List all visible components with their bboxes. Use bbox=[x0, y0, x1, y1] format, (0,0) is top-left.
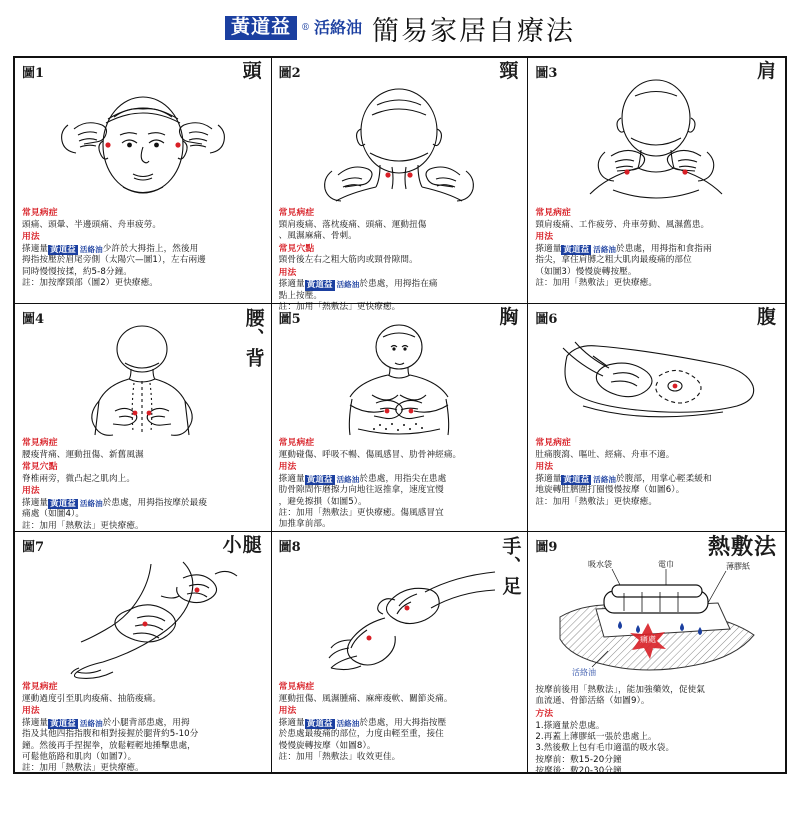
page-title: 簡易家居自療法 bbox=[372, 15, 576, 47]
method-line-2-1: 搽適量 黃道益 活絡油 於患處，用拇指在痛 bbox=[278, 279, 438, 291]
method-line-5-1: 搽適量 黃道益 活絡油 於患處，用指尖在患處 bbox=[278, 473, 447, 485]
method-line-1-3: 同時慢慢按揉，約5-8分鐘。 bbox=[22, 266, 132, 277]
method-line-3-3: （如圖3）慢慢旋轉按壓。 bbox=[535, 266, 637, 277]
figure-text-2 bbox=[279, 208, 521, 314]
fig9-step-3: 3.然後敷上包有毛巾適溫的吸水袋。 bbox=[535, 743, 675, 754]
symptoms-label-3: 常見病症 bbox=[535, 208, 571, 218]
fig9-step-1: 1.搽適量於患處。 bbox=[535, 720, 605, 731]
symptoms-label-6: 常見病症 bbox=[535, 438, 571, 448]
registered-mark-icon: ® bbox=[301, 23, 310, 33]
method-line-1-2: 拇指按壓於眉尾旁側（太陽穴—圖1），左右兩邊 bbox=[22, 255, 206, 266]
brand-inline-5: 黃道益 活絡油 bbox=[306, 474, 360, 485]
symptoms-text-3: 頸肩痠痛、工作疲勞、舟車勞動、風濕舊患。 bbox=[535, 219, 710, 230]
illustration-hot-compress bbox=[535, 555, 778, 685]
method-line-3-2: 指尖，拿住肩膊之粗大肌肉最痠痛的部位 bbox=[535, 255, 692, 266]
points-text-4: 脊椎兩旁，微凸起之肌肉上。 bbox=[22, 473, 136, 484]
brand-inline-7: 黃道益 活絡油 bbox=[50, 718, 103, 729]
brand-name: 黃道益 bbox=[225, 16, 297, 40]
symptoms-text-6: 肚痛腹瀉、嘔吐、經痛、舟車不適。 bbox=[535, 449, 675, 460]
svg-text:痛處: 痛處 bbox=[639, 635, 656, 644]
fig9-timing-1: 按摩前：敷15-20分鐘 bbox=[535, 754, 622, 765]
method-line-6-2: 地旋轉肚臍圍打圈慢慢按摩（如圖6）。 bbox=[535, 485, 685, 496]
illustration-back bbox=[22, 325, 264, 437]
figure-cell-8 bbox=[272, 532, 529, 772]
fig9-method-label: 方法 bbox=[535, 708, 554, 719]
figure-text-6 bbox=[535, 438, 778, 508]
note-4: 註：加用「熱敷法」更快療癒。 bbox=[22, 520, 144, 531]
symptoms-label-1: 常見病症 bbox=[22, 208, 58, 218]
figure-text-1 bbox=[22, 208, 264, 289]
method-line-5-2: 肋骨隙間作磨擦力向地往返推拿，速度宜慢 bbox=[278, 485, 444, 496]
figure-title-6: 腹 bbox=[756, 306, 777, 328]
symptoms-label-4: 常見病症 bbox=[22, 438, 58, 448]
figure-number-7: 圖7 bbox=[22, 540, 45, 555]
note-5: 註：加用「熱敷法」更快療癒。傷風感冒宜 bbox=[278, 508, 444, 519]
figure-number-3: 圖3 bbox=[535, 66, 558, 81]
figure-title-7: 小腿 bbox=[222, 534, 263, 556]
figure-cell-5 bbox=[272, 304, 529, 532]
note-6: 註：加用「熱敷法」更快療癒。 bbox=[535, 496, 658, 507]
brand-inline-6: 黃道益 活絡油 bbox=[563, 474, 617, 485]
illustration-abdomen bbox=[535, 325, 778, 437]
brand-inline-8: 黃道益 活絡油 bbox=[306, 718, 360, 729]
method-line-2-2: 點上按壓。 bbox=[278, 290, 323, 301]
brand-logo bbox=[225, 16, 362, 40]
figure-title-1: 頭 bbox=[242, 60, 263, 82]
method-line-4-2: 痛處（如圖4）。 bbox=[22, 509, 85, 520]
illustration-hand-foot bbox=[279, 553, 521, 681]
page-header bbox=[0, 0, 800, 56]
method-line-5-3: ，避免擦損（如圖5）。 bbox=[278, 496, 367, 507]
method-label-8: 用法 bbox=[278, 706, 297, 717]
method-line-7-3: 鐘。然後再手捏握拳，放鬆輕輕地捶擊患處， bbox=[22, 740, 196, 751]
figure-cell-6 bbox=[528, 304, 785, 532]
brand-inline-4: 黃道益 活絡油 bbox=[50, 498, 103, 509]
svg-text:電巾: 電巾 bbox=[657, 560, 674, 569]
fig9-step-2: 2.再蓋上薄膠紙一張於患處上。 bbox=[535, 731, 657, 742]
figure-cell-3 bbox=[528, 58, 785, 304]
method-line-3-1: 搽適量 黃道益 活絡油 於患處，用拇指和食指兩 bbox=[535, 243, 712, 255]
symptoms-text-4: 腰痠背痛、運動扭傷、新舊風濕 bbox=[22, 449, 144, 460]
method-label-2: 用法 bbox=[278, 267, 297, 278]
figure-cell-4 bbox=[15, 304, 272, 532]
brand-inline-1: 黃道益 活絡油 bbox=[50, 244, 103, 255]
figure-cell-7 bbox=[15, 532, 272, 772]
svg-text:活絡油: 活絡油 bbox=[571, 668, 596, 677]
figure-text-8 bbox=[279, 682, 521, 763]
symptoms-text-7: 運動過度引至肌肉痠痛、抽筋痠痛。 bbox=[22, 693, 162, 704]
method-line-8-3: 慢慢旋轉按摩（如圖8）。 bbox=[278, 740, 376, 751]
note-7: 註：加用「熱敷法」更快療癒。 bbox=[22, 763, 144, 774]
method-label-1: 用法 bbox=[22, 232, 40, 243]
method-line-7-4: 可鬆他筋路和肌肉（如圖7）。 bbox=[22, 752, 137, 763]
method-line-7-2: 指及其他四指指腹和相對接握於腿背約5-10分 bbox=[22, 729, 199, 740]
figure-number-1: 圖1 bbox=[22, 66, 45, 81]
figure-number-5: 圖5 bbox=[278, 312, 301, 327]
note-5b: 加推拿前部。 bbox=[278, 519, 331, 530]
figure-title-5: 胸 bbox=[499, 306, 520, 328]
figure-number-8: 圖8 bbox=[278, 540, 301, 555]
method-label-6: 用法 bbox=[535, 462, 554, 473]
fig9-intro-1: 按摩前後用「熱敷法」，能加強藥效，促使氣 bbox=[535, 685, 705, 695]
figure-cell-9 bbox=[528, 532, 785, 777]
illustration-chest bbox=[279, 325, 521, 437]
figure-text-9 bbox=[535, 685, 778, 778]
illustration-head bbox=[22, 79, 264, 207]
illustration-shoulder bbox=[535, 79, 778, 207]
method-label-7: 用法 bbox=[22, 706, 40, 717]
points-label-2: 常見穴點 bbox=[278, 243, 315, 254]
method-line-7-1: 搽適量 黃道益 活絡油 於小腿背部患處，用拇 bbox=[22, 717, 190, 729]
method-label-5: 用法 bbox=[278, 462, 297, 473]
symptoms-label-8: 常見病症 bbox=[278, 682, 315, 692]
method-line-8-2: 於患處最痠痛的部位，力度由輕至重，接住 bbox=[278, 729, 444, 740]
brand-inline-2: 黃道益 活絡油 bbox=[306, 280, 360, 291]
method-line-4-1: 搽適量 黃道益 活絡油 於患處，用拇指按摩於最痠 bbox=[22, 497, 208, 509]
symptoms-text-2b: 、風濕麻痛、骨刺。 bbox=[278, 231, 357, 242]
method-line-8-1: 搽適量 黃道益 活絡油 於患處，用大拇指按壓 bbox=[278, 717, 447, 729]
figure-text-4 bbox=[22, 438, 264, 532]
figure-title-8: 手、足 bbox=[499, 536, 522, 596]
note-1: 註：加按摩頸部（圖2）更快療癒。 bbox=[22, 278, 158, 289]
figure-title-4: 腰、背 bbox=[242, 308, 265, 368]
illustration-neck bbox=[279, 79, 521, 207]
illustration-calf bbox=[22, 553, 264, 681]
fig9-timing-2: 按摩後：敷20-30分鐘 bbox=[535, 766, 622, 777]
method-line-1-1: 搽適量 黃道益 活絡油 少許於大拇指上，然後用 bbox=[22, 243, 199, 255]
figure-title-9: 熱敷法 bbox=[707, 534, 777, 560]
figure-text-5 bbox=[279, 438, 521, 531]
symptoms-text-2: 頸肩痠痛、落枕痠痛、頭痛、運動扭傷 bbox=[278, 219, 427, 230]
svg-text:薄膠紙: 薄膠紙 bbox=[725, 562, 750, 571]
figure-number-4: 圖4 bbox=[22, 312, 45, 327]
figure-text-7 bbox=[22, 682, 264, 775]
symptoms-text-8: 運動扭傷、風濕腫痛、麻痺痠軟、關節炎痛。 bbox=[278, 693, 453, 704]
figure-title-3: 肩 bbox=[756, 60, 777, 82]
symptoms-label-2: 常見病症 bbox=[278, 208, 315, 218]
figure-number-2: 圖2 bbox=[278, 66, 301, 81]
brand-product: 活絡油 bbox=[314, 18, 363, 37]
note-2: 註：加用「熱敷法」更快療癒。 bbox=[278, 302, 401, 313]
figure-cell-1 bbox=[15, 58, 272, 304]
figure-title-2: 頸 bbox=[499, 60, 520, 82]
symptoms-label-5: 常見病症 bbox=[278, 438, 315, 448]
fig9-intro-2: 血流通、骨節活絡（如圖9）。 bbox=[535, 696, 650, 707]
points-text-2: 頸骨後左右之粗大筋肉或頸骨隙間。 bbox=[278, 255, 418, 266]
figure-text-3 bbox=[535, 208, 778, 289]
brand-inline-3: 黃道益 活絡油 bbox=[563, 244, 617, 255]
figure-number-6: 圖6 bbox=[535, 312, 558, 327]
figure-number-9: 圖9 bbox=[535, 540, 558, 555]
points-label-4: 常見穴點 bbox=[22, 462, 58, 473]
symptoms-text-5: 運動碰傷、呼吸不暢、傷風感冒、肋骨神經痛。 bbox=[278, 449, 462, 460]
method-label-4: 用法 bbox=[22, 486, 40, 497]
figures-grid bbox=[13, 56, 787, 777]
symptoms-text-1: 頭痛、頭暈、半邊頭痛、舟車疲勞。 bbox=[22, 219, 162, 230]
symptoms-label-7: 常見病症 bbox=[22, 682, 58, 692]
svg-text:吸水袋: 吸水袋 bbox=[587, 560, 612, 569]
figure-cell-2 bbox=[272, 58, 529, 313]
note-3: 註：加用「熱敷法」更快療癒。 bbox=[535, 278, 658, 289]
note-8: 註：加用「熱敷法」收效更佳。 bbox=[278, 752, 401, 763]
method-line-6-1: 搽適量 黃道益 活絡油 於腹部，用掌心輕柔緩和 bbox=[535, 473, 712, 485]
method-label-3: 用法 bbox=[535, 232, 554, 243]
